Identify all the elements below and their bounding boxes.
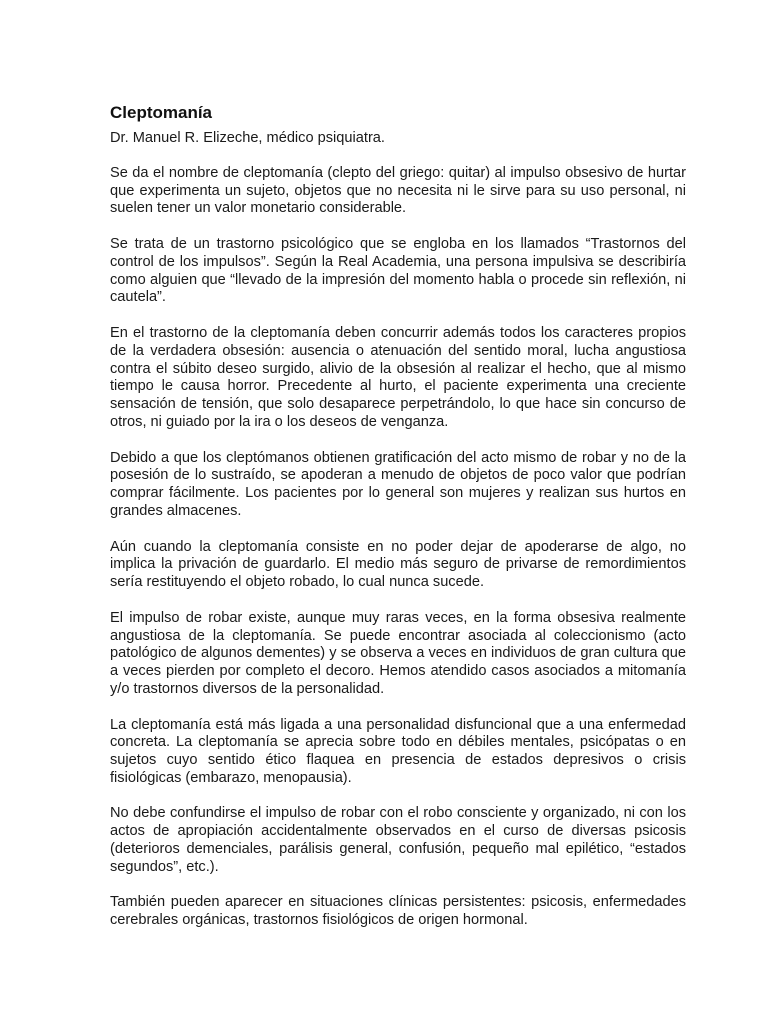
document-title: Cleptomanía [110,103,213,122]
paragraph: Aún cuando la cleptomanía consiste en no poder dejar de apoderarse de algo, no implica la privación de guardarlo. El medio más seguro de privarse de remordimientos sería restituyendo el objeto robado, lo cual nunca sucede. [110,538,686,591]
author-line: Dr. Manuel R. Elizeche, médico psiquiatra. [110,130,385,146]
document-page [110,102,686,948]
paragraph: También pueden aparecer en situaciones clínicas persistentes: psicosis, enfermedades cerebrales orgánicas, trastornos fisiológicos de origen hormonal. [110,894,686,929]
paragraph: El impulso de robar existe, aunque muy raras veces, en la forma obsesiva realmente angustiosa de la cleptomanía. Se puede encontrar asociada al coleccionismo (acto patológico de algunos dementes) y se observa a veces en individuos de gran cultura que a veces pierden por completo el decoro. Hemos atendido casos asociados a mitomanía y/o trastornos diversos de la personalidad. [110,609,686,697]
paragraph: Debido a que los cleptómanos obtienen gratificación del acto mismo de robar y no de la posesión de lo sustraído, se apoderan a menudo de objetos de poco valor que podrían comprar fácilmente. Los pacientes por lo general son mujeres y realizan sus hurtos en grandes almacenes. [110,449,686,519]
paragraph: No debe confundirse el impulso de robar con el robo consciente y organizado, ni con los actos de apropiación accidentalmente observados en el curso de diversas psicosis (deterioros demenciales, parálisis general, confusión, pequeño mal epilético, “estados segundos”, etc.). [110,805,686,875]
paragraph: Se trata de un trastorno psicológico que se engloba en los llamados “Trastornos del control de los impulsos”. Según la Real Academia, una persona impulsiva se describiría como alguien que “llevado de la impresión del momento habla o procede sin reflexión, ni cautela”. [110,235,686,306]
paragraph: Se da el nombre de cleptomanía (clepto del griego: quitar) al impulso obsesivo de hurtar que experimenta un sujeto, objetos que no necesita ni le sirve para su uso personal, ni suelen tener un valor monetario considerable. [110,164,686,217]
paragraph: La cleptomanía está más ligada a una personalidad disfuncional que a una enfermedad concreta. La cleptomanía se aprecia sobre todo en débiles mentales, psicópatas o en sujetos cuyo sentido ético flaquea en presencia de estados depresivos o crisis fisiológicas (embarazo, menopausia). [110,716,686,786]
paragraph: En el trastorno de la cleptomanía deben concurrir además todos los caracteres propios de la verdadera obsesión: ausencia o atenuación del sentido moral, lucha angustiosa contra el súbito deseo surgido, alivio de la obsesión al realizar el hecho, que al mismo tiempo le causa horror. Precedente al hurto, el paciente experimenta una creciente sensación de tensión, que solo desaparece perpetrándolo, lo que hace sin concurso de otros, ni guiado por la ira o los deseos de venganza. [110,324,686,430]
